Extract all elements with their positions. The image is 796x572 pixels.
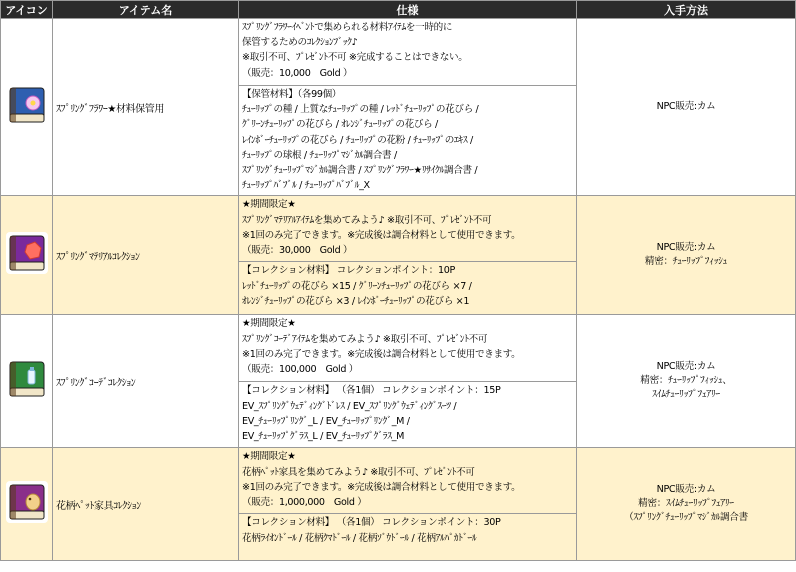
item-icon-cell [1,196,53,315]
material-line: ｸﾞﾘｰﾝﾁｭｰﾘｯﾌﾟの花びら / ｵﾚﾝｼﾞﾁｭｰﾘｯﾌﾟの花びら / [242,119,438,131]
source-line: 精密：ﾁｭｰﾘｯﾌﾟﾌｨｯｼｭ [644,256,728,268]
spec-description [239,19,577,86]
source-line: ｽｲﾑﾁｭｰﾘｯﾌﾟﾌｪｱﾘｰ [652,389,720,401]
rose-book-icon [6,232,48,274]
source-line: NPC販売:カム [656,484,716,496]
spec-line: （販売：1,000,000 Gold ） [242,497,367,509]
item-icon-cell [1,448,53,561]
source-line: （ｽﾌﾟﾘﾝｸﾞﾁｭｰﾘｯﾌﾟﾏｼﾞｶﾙ調合書 [624,512,748,524]
spec-line: ※1回のみ完了できます。※完成後は調合材料として使用できます。 [242,348,521,360]
material-line: 【コレクション材料】 （各1個） コレクションポイント：15P [242,385,501,397]
source-line: NPC販売:カム [656,242,716,254]
material-line: ｵﾚﾝｼﾞﾁｭｰﾘｯﾌﾟの花びら ×3 / ﾚｲﾝﾎﾞｰﾁｭｰﾘｯﾌﾟの花びら ×1 [242,295,470,307]
item-icon-cell [1,315,53,448]
source-line: 精密：ﾁｭｰﾘｯﾌﾟﾌｨｯｼｭ、 [640,375,732,387]
spec-line: ※取引不可、ﾌﾟﾚｾﾞﾝﾄ不可 ※完成することはできない。 [242,52,468,64]
material-line: ﾁｭｰﾘｯﾌﾟﾊﾞﾌﾞﾙ / ﾁｭｰﾘｯﾌﾟﾊﾞﾌﾞﾙ_X [242,180,370,192]
item-name: ｽﾌﾟﾘﾝｸﾞｺｰﾃﾞｺﾚｸｼｮﾝ [53,315,239,448]
item-icon-cell [1,19,53,196]
spec-description [239,448,577,514]
spec-line: ★期間限定★ [242,451,296,463]
header-item-name: アイテム名 [53,1,239,19]
material-line: EV_ﾁｭｰﾘｯﾌﾟｸﾞﾗｽ_L / EV_ﾁｭｰﾘｯﾌﾟｸﾞﾗｽ_M [242,431,405,443]
source-cell [577,448,796,561]
header-spec: 仕様 [239,1,577,19]
spec-materials [239,262,577,315]
spec-description [239,315,577,382]
spec-line: ｽﾌﾟﾘﾝｸﾞﾌﾗﾜｰｲﾍﾞﾝﾄで集められる材料ｱｲﾃﾑを一時的に [242,22,453,33]
item-name: ｽﾌﾟﾘﾝｸﾞﾏﾃﾘｱﾙｺﾚｸｼｮﾝ [53,196,239,315]
material-line: 【コレクション材料】 コレクションポイント：10P [242,265,455,277]
table-row [1,315,796,382]
header-row [1,1,796,19]
material-line: 【コレクション材料】 （各1個） コレクションポイント：30P [242,517,501,529]
material-line: ﾚｯﾄﾞﾁｭｰﾘｯﾌﾟの花びら ×15 / ｸﾞﾘｰﾝﾁｭｰﾘｯﾌﾟの花びら ×7 / [242,280,472,292]
material-line: ﾚｲﾝﾎﾞｰﾁｭｰﾘｯﾌﾟの花びら / ﾁｭｰﾘｯﾌﾟの花粉 / ﾁｭｰﾘｯﾌﾟのｴｷｽ / [242,134,473,146]
item-name: 花柄ﾍﾟｯﾄ家具ｺﾚｸｼｮﾝ [53,448,239,561]
material-line: ｽﾌﾟﾘﾝｸﾞﾁｭｰﾘｯﾌﾟﾏｼﾞｶﾙ調合書 / ｽﾌﾟﾘﾝｸﾞﾌﾗﾜｰ★ﾘｻｲｸﾙ調合書 / [242,165,478,177]
spec-materials [239,382,577,448]
source-line: NPC販売:カム [656,361,716,373]
material-line: EV_ｽﾌﾟﾘﾝｸﾞｳｪﾃﾞｨﾝｸﾞﾄﾞﾚｽ / EV_ｽﾌﾟﾘﾝｸﾞｳｪﾃﾞｨﾝｸﾞｽｰﾂ / [242,400,457,412]
source-line: NPC販売:カム [656,101,716,113]
material-line: ﾁｭｰﾘｯﾌﾟの種 / 上質なﾁｭｰﾘｯﾌﾟの種 / ﾚｯﾄﾞﾁｭｰﾘｯﾌﾟの花びら / [242,104,479,116]
table-row [1,19,796,86]
source-cell [577,196,796,315]
material-line: 【保管材料】（各99個） [242,89,342,100]
spec-materials [239,514,577,561]
flower-book-icon [6,84,48,126]
header-icon: アイコン [1,1,53,19]
spec-line: ★期間限定★ [242,318,296,330]
pet-book-icon [6,481,48,523]
spec-line: ★期間限定★ [242,199,296,211]
spec-line: （販売：10,000 Gold ） [242,67,353,79]
header-source: 入手方法 [577,1,796,19]
spec-description [239,196,577,262]
item-name: ｽﾌﾟﾘﾝｸﾞﾌﾗﾜｰ★材料保管用 [53,19,239,196]
source-cell [577,19,796,196]
spec-line: 保管するためのｺﾚｸｼｮﾝﾌﾞｯｸ♪ [242,37,358,49]
spec-materials [239,86,577,196]
table-row [1,196,796,262]
spec-line: ｽﾌﾟﾘﾝｸﾞﾏﾃﾘｱﾙｱｲﾃﾑを集めてみよう♪ ※取引不可、ﾌﾟﾚｾﾞﾝﾄ不可 [242,214,492,226]
spec-line: 花柄ﾍﾟｯﾄ家具を集めてみよう♪ ※取引不可、ﾌﾟﾚｾﾞﾝﾄ不可 [242,466,475,478]
source-cell [577,315,796,448]
material-line: 花柄ﾗｲｵﾝﾄﾞｰﾙ / 花柄ｸﾏﾄﾞｰﾙ / 花柄ｿﾞｳﾄﾞｰﾙ / 花柄ｱﾙﾊﾟｶﾄﾞｰﾙ [242,532,477,544]
spec-line: （販売：100,000 Gold ） [242,364,359,376]
spec-line: ※1回のみ完了できます。※完成後は調合材料として使用できます。 [242,229,521,241]
spray-book-icon [6,358,48,400]
material-line: EV_ﾁｭｰﾘｯﾌﾟﾘﾝｸﾞ_L / EV_ﾁｭｰﾘｯﾌﾟﾘﾝｸﾞ_M / [242,415,410,427]
spec-line: ※1回のみ完了できます。※完成後は調合材料として使用できます。 [242,481,521,493]
source-line: 精密：ｽｲﾑﾁｭｰﾘｯﾌﾟﾌｪｱﾘｰ [638,498,734,510]
spec-line: （販売：30,000 Gold ） [242,245,353,257]
spec-line: ｽﾌﾟﾘﾝｸﾞｺｰﾃﾞｱｲﾃﾑを集めてみよう♪ ※取引不可、ﾌﾟﾚｾﾞﾝﾄ不可 [242,333,488,345]
material-line: ﾁｭｰﾘｯﾌﾟの球根 / ﾁｭｰﾘｯﾌﾟﾏｼﾞｶﾙ調合書 / [242,149,397,161]
table-row [1,448,796,514]
